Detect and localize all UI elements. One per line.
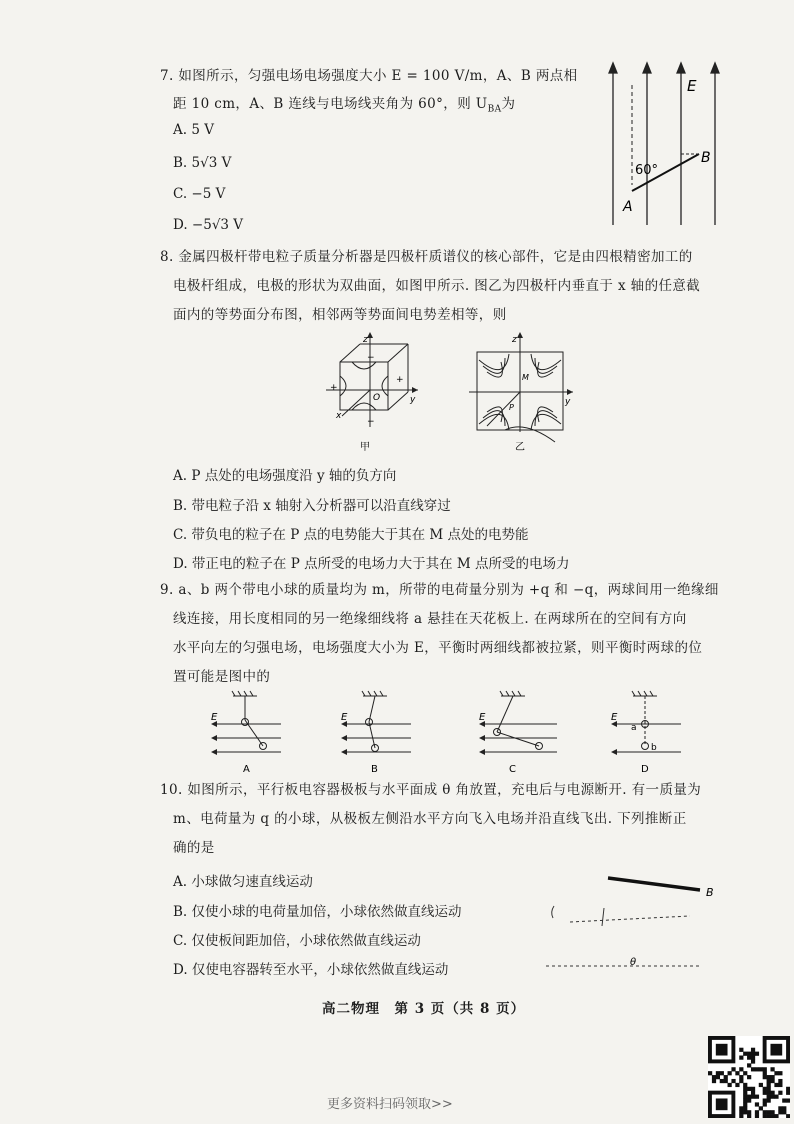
q9-figure-a <box>205 688 285 776</box>
q7-option-c: C. −5 V <box>173 186 226 202</box>
q8-jia-minus-top: − <box>367 353 375 363</box>
q7-label-angle: 60° <box>635 163 659 178</box>
q8-option-c: C. 带负电的粒子在 P 点的电势能大于其在 M 点处的电势能 <box>173 527 529 543</box>
q10-option-d: D. 仅使电容器转至水平，小球依然做直线运动 <box>173 962 449 978</box>
q10-line-3: 确的是 <box>173 840 215 856</box>
q9c-field: E <box>479 712 486 723</box>
q8-line-1: 8. 金属四极杆带电粒子质量分析器是四极杆质谱仪的核心部件，它是由四根精密加工的 <box>160 249 693 265</box>
scan-prompt-text[interactable]: 更多资料扫码领取>> <box>327 1097 453 1112</box>
q7-option-a: A. 5 V <box>173 122 214 138</box>
q10-label-theta: θ <box>630 957 637 968</box>
q7-line-2 <box>173 90 515 125</box>
q10-option-b: B. 仅使小球的电荷量加倍，小球依然做直线运动 <box>173 904 462 920</box>
q9-line-1: 9. a、b 两个带电小球的质量均为 m，所带的电荷量分别为 +q 和 −q，两球间用一绝缘细 <box>160 582 719 598</box>
q10-option-c: C. 仅使板间距加倍，小球依然做直线运动 <box>173 933 421 949</box>
q9b-field: E <box>341 712 348 723</box>
q7-field-figure <box>595 55 735 230</box>
q8-option-a: A. P 点处的电场强度沿 y 轴的负方向 <box>173 468 397 484</box>
q7-line-2-end: 为 <box>501 96 516 112</box>
q8-figure-jia <box>322 332 422 454</box>
q9-line-3: 水平向左的匀强电场，电场强度大小为 E，平衡时两细线都被拉紧，则平衡时两球的位 <box>173 640 703 656</box>
q8-jia-plus-left: + <box>330 383 338 393</box>
q9a-label: A <box>243 764 250 775</box>
q9-figure-d <box>605 688 685 776</box>
q8-line-2: 电极杆组成，电极的形状为双曲面，如图甲所示. 图乙为四极杆内垂直于 x 轴的任意截 <box>173 278 701 294</box>
q8-figure-yi <box>465 332 580 454</box>
q7-label-e: E <box>687 77 697 95</box>
q7-label-b: B <box>701 150 711 166</box>
q7-line-2-text: 距 10 cm，A、B 连线与电场线夹角为 60°，则 U <box>173 96 488 112</box>
q8-jia-axis-z: z <box>363 335 368 345</box>
q9d-label: D <box>641 764 649 775</box>
q9c-label: C <box>509 764 516 775</box>
q7-option-b: B. 5√3 V <box>173 155 232 171</box>
q8-option-d: D. 带正电的粒子在 P 点所受的电场力大于其在 M 点所受的电场力 <box>173 556 570 572</box>
q9d-field: E <box>611 712 618 723</box>
q8-yi-axis-z: z <box>512 335 517 345</box>
q7-label-a: A <box>623 199 633 215</box>
q8-jia-origin: O <box>373 393 381 403</box>
page-footer: 高二物理 第 3 页（共 8 页） <box>322 1001 526 1017</box>
q8-label-jia: 甲 <box>360 442 370 453</box>
q9-line-4: 置可能是图中的 <box>173 669 271 685</box>
qr-code-icon[interactable] <box>708 1036 790 1118</box>
q9d-ball-a: a <box>631 723 637 733</box>
q9-figure-c <box>473 688 563 776</box>
q7-subscript: BA <box>487 104 502 115</box>
q10-line-2: m、电荷量为 q 的小球，从极板左侧沿水平方向飞入电场并沿直线飞出. 下列推断正 <box>173 811 687 827</box>
q9a-field: E <box>211 712 218 723</box>
q10-line-1: 10. 如图所示，平行板电容器极板与水平面成 θ 角放置，充电后与电源断开. 有一质量为 <box>160 782 702 798</box>
q8-label-yi: 乙 <box>515 442 525 453</box>
q8-option-b: B. 带电粒子沿 x 轴射入分析器可以沿直线穿过 <box>173 498 451 514</box>
q8-yi-point-m: M <box>522 373 529 382</box>
q8-jia-axis-x: x <box>336 411 342 421</box>
q9d-ball-b: b <box>651 743 657 753</box>
q8-line-3: 面内的等势面分布图，相邻两等势面间电势差相等，则 <box>173 307 507 323</box>
q8-yi-axis-y: y <box>565 397 571 407</box>
q10-label-b: B <box>706 886 714 899</box>
q7-line-1: 7. 如图所示，匀强电场电场强度大小 E = 100 V/m，A、B 两点相 <box>160 68 578 84</box>
q7-option-d: D. −5√3 V <box>173 217 244 233</box>
q8-yi-point-p: P <box>509 403 514 412</box>
q9-line-2: 线连接，用长度相同的另一绝缘细线将 a 悬挂在天花板上. 在两球所在的空间有方向 <box>173 611 687 627</box>
q10-option-a: A. 小球做匀速直线运动 <box>173 874 313 890</box>
q9-figure-b <box>335 688 415 776</box>
q9b-label: B <box>371 764 378 775</box>
q8-jia-axis-y: y <box>410 395 416 405</box>
q8-jia-plus-right: + <box>396 375 404 385</box>
q8-jia-minus-bottom: − <box>367 417 375 427</box>
q10-capacitor-figure <box>540 868 720 978</box>
